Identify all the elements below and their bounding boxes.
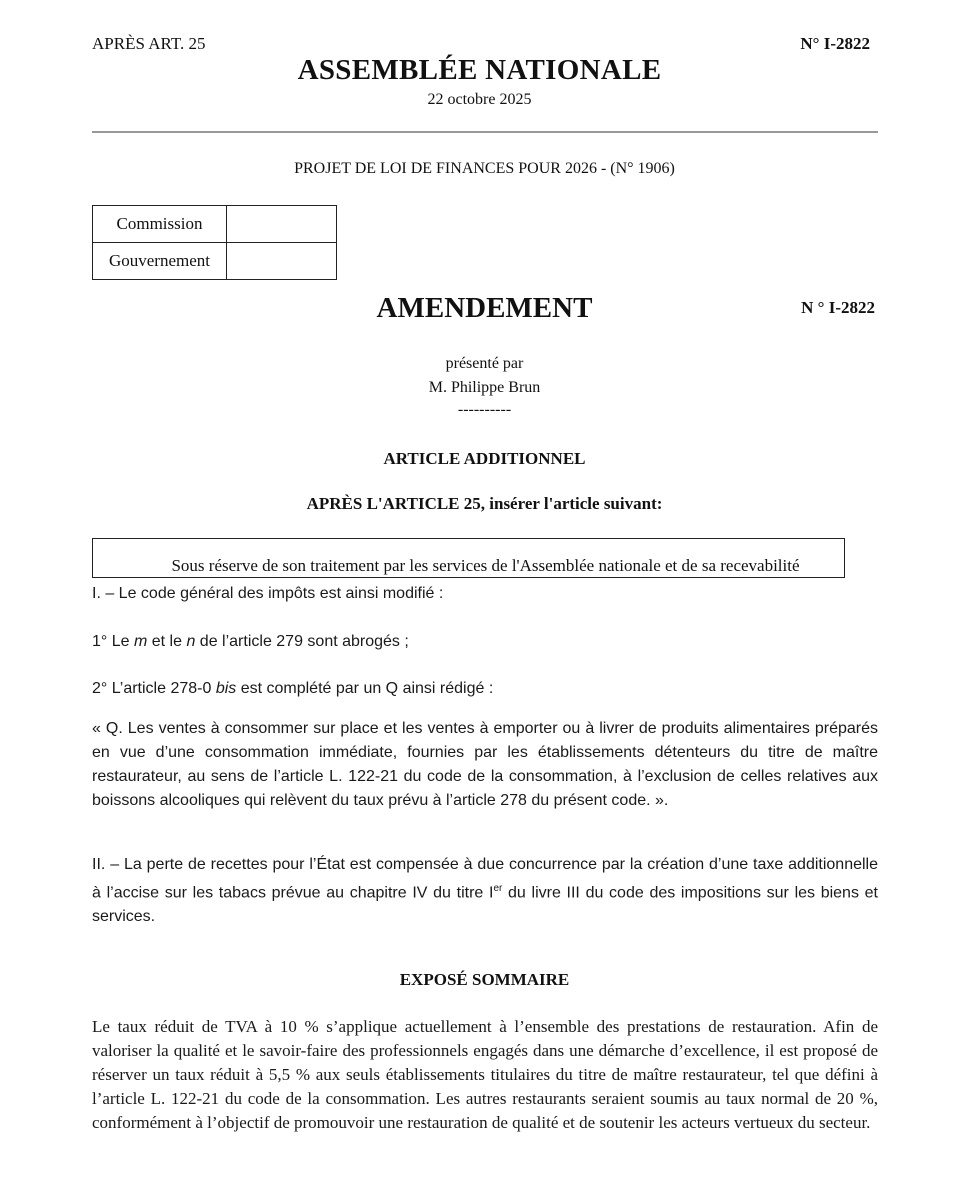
paragraph-5 xyxy=(92,853,878,929)
p5-superscript: er xyxy=(493,883,503,894)
header-divider xyxy=(92,131,878,133)
amendment-number-top: N° I-2822 xyxy=(800,34,870,53)
commission-value xyxy=(227,206,337,243)
p2-letter-m: m xyxy=(133,633,148,650)
after-article-label: APRÈS ART. 25 xyxy=(92,34,206,53)
separator-dashes: ---------- xyxy=(457,401,512,418)
p3-text-a: 2° L’article 278-0 xyxy=(92,680,216,697)
p5-text-a: II. – La perte de recettes pour l’État est compensée à due concurrence par la création d’une taxe additionnelle à l’accise sur les tabacs prévue au chapitre IV du titre I xyxy=(92,856,878,902)
document-date: 22 octobre 2025 xyxy=(427,91,532,108)
p2-text-b: et le xyxy=(147,633,187,650)
author-name: M. Philippe Brun xyxy=(428,379,541,396)
p3-bis: bis xyxy=(215,680,237,697)
article-heading: ARTICLE ADDITIONNEL xyxy=(383,449,586,468)
amendment-title: AMENDEMENT xyxy=(376,292,593,324)
paragraph-4: « Q. Les ventes à consommer sur place et les ventes à emporter ou à livrer de produits alimentaires préparés en vue d’une consommation immédiate, fournies par les établissements détenteurs du titre de maître restaurateur, au sens de l’article L. 122-21 du code de la consommation, à l’exclusion de celles relatives aux boissons alcooliques qui relèvent du taux prévu à l’article 278 du présent code. ». xyxy=(92,720,878,809)
government-label: Gouvernement xyxy=(93,243,227,280)
paragraph-1: I. – Le code général des impôts est ainsi modifié : xyxy=(92,585,444,602)
amendment-number: N ° I-2822 xyxy=(801,298,875,317)
p5-text-b: du livre III du code des impositions sur les biens et services. xyxy=(92,884,878,926)
p3-text-b: est complété par un Q ainsi rédigé : xyxy=(236,680,494,697)
paragraph-2 xyxy=(92,630,878,654)
insert-instruction: APRÈS L'ARTICLE 25, insérer l'article suivant: xyxy=(306,494,663,513)
summary-heading: EXPOSÉ SOMMAIRE xyxy=(399,970,570,989)
committee-table xyxy=(92,205,337,280)
notice-text: Sous réserve de son traitement par les services de l'Assemblée nationale et de sa recevabilité xyxy=(171,556,800,575)
table-row xyxy=(93,243,337,280)
p2-text-c: de l’article 279 sont abrogés ; xyxy=(195,633,409,650)
summary-text: Le taux réduit de TVA à 10 % s’applique actuellement à l’ensemble des prestations de restauration. Afin de valoriser la qualité et le savoir-faire des professionnels engagés dans une démarche d’excellence, il est proposé de réserver un taux réduit à 5,5 % aux seuls établissements titulaires du titre de maître restaurateur, tel que défini à l’article L. 122-21 du code de la consommation. Les autres restaurants seraient soumis au taux normal de 20 %, conformément à l’objectif de promouvoir une restauration de qualité et de soutenir les acteurs vertueux du secteur. xyxy=(92,1017,878,1132)
bill-title: PROJET DE LOI DE FINANCES POUR 2026 - (N° 1906) xyxy=(294,160,675,177)
p2-letter-n: n xyxy=(186,633,196,650)
commission-label: Commission xyxy=(93,206,227,243)
government-value xyxy=(227,243,337,280)
paragraph-3 xyxy=(92,677,878,701)
table-row xyxy=(93,206,337,243)
p2-text-a: 1° Le xyxy=(92,633,134,650)
presented-by: présenté par xyxy=(445,355,524,372)
institution-title: ASSEMBLÉE NATIONALE xyxy=(297,54,662,86)
